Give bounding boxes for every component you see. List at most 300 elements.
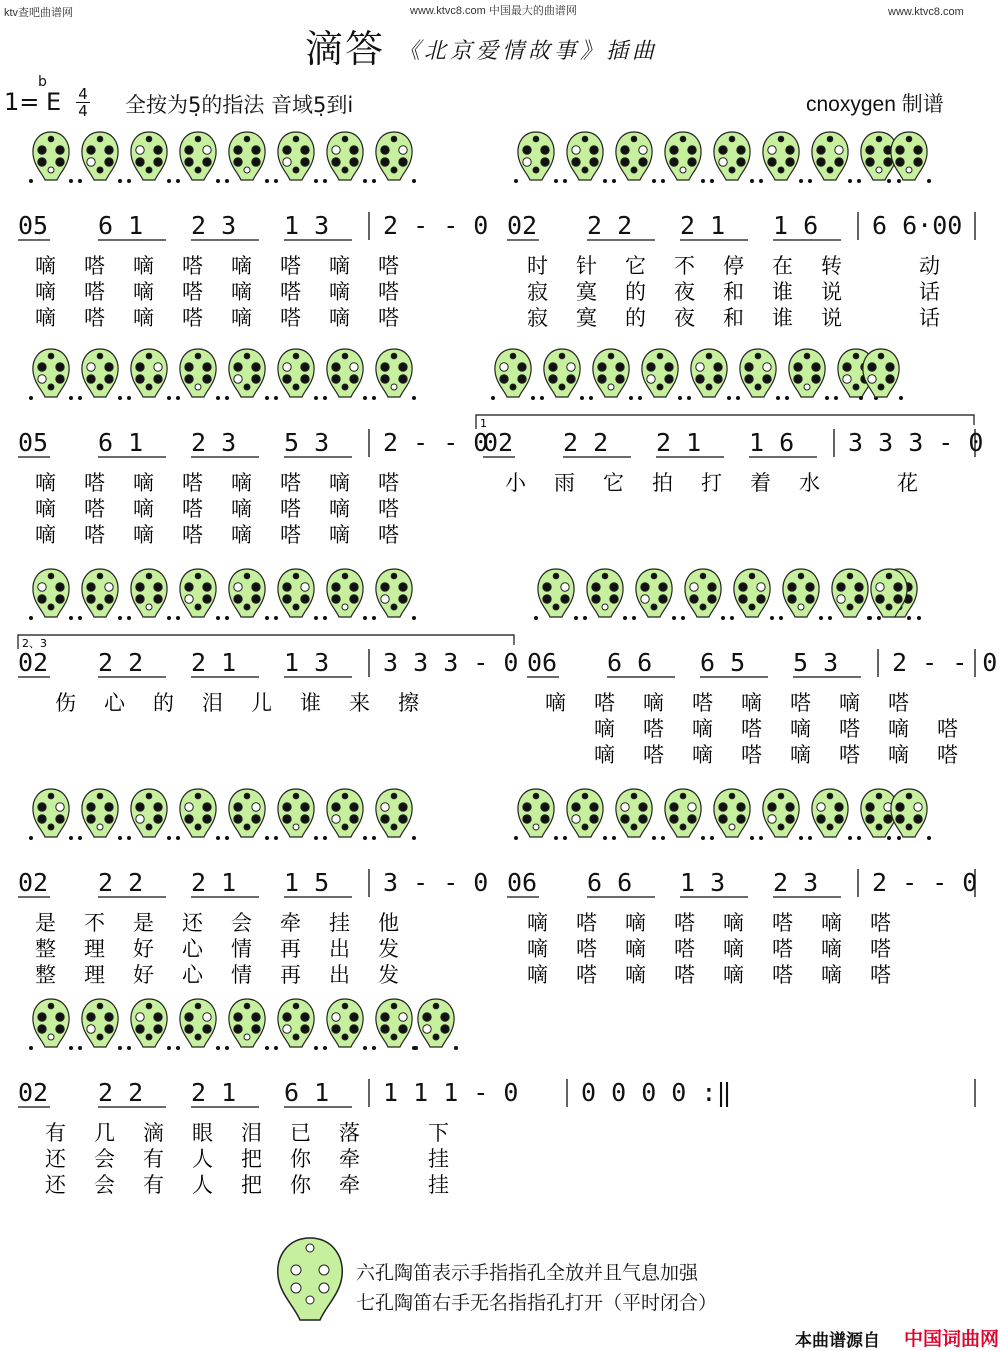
ocarina-fingering-icon bbox=[661, 789, 705, 840]
lyric-char: 儿 bbox=[251, 691, 272, 715]
lyric-char: 寞 bbox=[576, 306, 597, 330]
lyric-char: 嗒 bbox=[594, 691, 615, 715]
ocarina-fingering-icon bbox=[589, 349, 633, 400]
score-row bbox=[0, 128, 1000, 338]
ocarina-fingering-icon bbox=[612, 132, 656, 183]
note-group: 05 bbox=[18, 428, 49, 457]
lyric-char: 会 bbox=[94, 1147, 115, 1171]
lyric-char: 嗒 bbox=[741, 717, 762, 741]
ocarina-fingering-icon bbox=[176, 349, 220, 400]
ocarina-fingering-icon bbox=[414, 999, 458, 1050]
lyric-char: 牵 bbox=[339, 1173, 360, 1197]
lyric-char: 嘀 bbox=[723, 911, 744, 935]
score-row bbox=[0, 345, 1000, 555]
lyric-char: 嘀 bbox=[35, 497, 56, 521]
ocarina-fingering-icon bbox=[687, 349, 731, 400]
lyric-char: 嘀 bbox=[821, 963, 842, 987]
lyric-char: 已 bbox=[290, 1121, 311, 1145]
lyric-char: 嗒 bbox=[378, 497, 399, 521]
ocarina-fingering-icon bbox=[491, 349, 535, 400]
lyric-char: 嗒 bbox=[182, 471, 203, 495]
lyric-char: 它 bbox=[625, 254, 646, 278]
lyric-char: 嗒 bbox=[741, 743, 762, 767]
ocarina-fingering-icon bbox=[176, 999, 220, 1050]
lyric-char: 嗒 bbox=[280, 254, 301, 278]
lyric-char: 嗒 bbox=[84, 280, 105, 304]
ocarina-legend-icon bbox=[270, 1234, 350, 1324]
lyric-char: 打 bbox=[701, 471, 722, 495]
lyric-char: 他 bbox=[378, 911, 399, 935]
lyric-char: 嘀 bbox=[625, 911, 646, 935]
lyric-char: 嗒 bbox=[378, 280, 399, 304]
lyric-char: 话 bbox=[919, 306, 940, 330]
lyric-char: 嘀 bbox=[888, 743, 909, 767]
lyric-char: 嘀 bbox=[527, 937, 548, 961]
lyric-char: 心 bbox=[182, 937, 203, 961]
lyric-char: 寂 bbox=[527, 280, 548, 304]
lyric-char: 它 bbox=[603, 471, 624, 495]
key-note: E bbox=[46, 88, 62, 116]
lyric-char: 嘀 bbox=[527, 911, 548, 935]
lyric-char: 理 bbox=[84, 937, 105, 961]
ocarina-fingering-icon bbox=[127, 999, 171, 1050]
lyric-char: 出 bbox=[329, 963, 350, 987]
note-group: 6 1 bbox=[284, 1078, 330, 1107]
score-row bbox=[0, 785, 1000, 995]
lyric-char: 嘀 bbox=[133, 523, 154, 547]
note-group: 2 2 bbox=[98, 868, 144, 897]
lyric-char: 嘀 bbox=[692, 717, 713, 741]
ocarina-fingering-icon bbox=[514, 132, 558, 183]
lyric-char: 嘀 bbox=[35, 280, 56, 304]
lyric-char: 嗒 bbox=[378, 471, 399, 495]
ocarina-fingering-icon bbox=[274, 569, 318, 620]
lyric-char: 雨 bbox=[554, 471, 575, 495]
note-group: 3 3 3 - 0 bbox=[848, 428, 984, 457]
ocarina-fingering-icon bbox=[225, 569, 269, 620]
ocarina-fingering-icon bbox=[563, 789, 607, 840]
lyric-char: 把 bbox=[241, 1147, 262, 1171]
source-label: 本曲谱源自 bbox=[795, 1331, 880, 1351]
ocarina-fingering-icon bbox=[540, 349, 584, 400]
note-group: 6 1 bbox=[98, 428, 144, 457]
lyric-char: 嗒 bbox=[790, 691, 811, 715]
ocarina-fingering-icon bbox=[127, 789, 171, 840]
note-group: 2 3 bbox=[773, 868, 819, 897]
lyric-char: 嘀 bbox=[594, 743, 615, 767]
ocarina-fingering-icon bbox=[808, 132, 852, 183]
lyric-char: 发 bbox=[378, 963, 399, 987]
lyric-char: 挂 bbox=[329, 911, 350, 935]
lyric-char: 不 bbox=[674, 254, 695, 278]
lyric-char: 和 bbox=[723, 306, 744, 330]
lyric-char: 嘀 bbox=[133, 471, 154, 495]
lyric-char: 擦 bbox=[398, 691, 419, 715]
lyric-char: 来 bbox=[349, 691, 370, 715]
lyric-char: 嗒 bbox=[888, 691, 909, 715]
note-group: 2 - - 0 bbox=[892, 648, 998, 677]
note-group: 1 3 bbox=[680, 868, 726, 897]
ocarina-fingering-icon bbox=[323, 349, 367, 400]
lyric-char: 着 bbox=[750, 471, 771, 495]
lyric-char: 还 bbox=[182, 911, 203, 935]
lyric-char: 嗒 bbox=[839, 743, 860, 767]
ocarina-fingering-icon bbox=[225, 999, 269, 1050]
lyric-char: 嘀 bbox=[35, 254, 56, 278]
note-group: 5 3 bbox=[284, 428, 330, 457]
note-group: 02 bbox=[483, 428, 514, 457]
lyric-char: 牵 bbox=[280, 911, 301, 935]
lyric-char: 嗒 bbox=[674, 963, 695, 987]
lyric-char: 时 bbox=[527, 254, 548, 278]
lyric-char: 挂 bbox=[428, 1173, 449, 1197]
lyric-char: 嘀 bbox=[723, 963, 744, 987]
lyric-char: 嘀 bbox=[527, 963, 548, 987]
note-group: 3 - - 0 bbox=[383, 868, 489, 897]
lyric-char: 嗒 bbox=[576, 937, 597, 961]
note-group: 2 1 bbox=[656, 428, 702, 457]
lyric-char: 嗒 bbox=[378, 254, 399, 278]
lyric-char: 好 bbox=[133, 937, 154, 961]
lyric-char: 是 bbox=[133, 911, 154, 935]
ocarina-fingering-icon bbox=[638, 349, 682, 400]
lyric-char: 挂 bbox=[428, 1147, 449, 1171]
ocarina-fingering-icon bbox=[127, 569, 171, 620]
lyric-char: 嗒 bbox=[870, 911, 891, 935]
ocarina-fingering-icon bbox=[78, 999, 122, 1050]
note-group: 2 2 bbox=[98, 648, 144, 677]
lyric-char: 嗒 bbox=[378, 523, 399, 547]
lyric-char: 嗒 bbox=[182, 523, 203, 547]
note-group: 2 2 bbox=[563, 428, 609, 457]
lyric-char: 谁 bbox=[772, 306, 793, 330]
lyric-char: 说 bbox=[821, 306, 842, 330]
site-link-right[interactable]: www.ktvc8.com bbox=[888, 6, 964, 18]
note-group: 05 bbox=[18, 211, 49, 240]
ocarina-fingering-icon bbox=[225, 789, 269, 840]
ocarina-fingering-icon bbox=[372, 789, 416, 840]
ocarina-fingering-icon bbox=[274, 999, 318, 1050]
lyric-char: 嘀 bbox=[625, 937, 646, 961]
ocarina-fingering-icon bbox=[78, 349, 122, 400]
ocarina-fingering-icon bbox=[78, 132, 122, 183]
lyric-char: 转 bbox=[821, 254, 842, 278]
score-row bbox=[0, 995, 1000, 1205]
ocarina-fingering-icon bbox=[323, 789, 367, 840]
ocarina-fingering-icon bbox=[176, 569, 220, 620]
lyric-char: 嘀 bbox=[133, 280, 154, 304]
lyric-char: 嗒 bbox=[280, 280, 301, 304]
lyric-char: 寂 bbox=[527, 306, 548, 330]
lyric-char: 小 bbox=[505, 471, 526, 495]
lyric-char: 嘀 bbox=[594, 717, 615, 741]
arranger-credit: cnoxygen 制谱 bbox=[806, 93, 944, 116]
ocarina-fingering-icon bbox=[612, 789, 656, 840]
lyric-char: 嘀 bbox=[741, 691, 762, 715]
lyric-char: 嗒 bbox=[937, 743, 958, 767]
lyric-char: 嗒 bbox=[182, 254, 203, 278]
lyric-char: 你 bbox=[290, 1147, 311, 1171]
time-signature bbox=[76, 86, 90, 119]
note-group: 1 3 bbox=[284, 211, 330, 240]
lyric-char: 夜 bbox=[674, 280, 695, 304]
lyric-char: 的 bbox=[153, 691, 174, 715]
lyric-char: 嗒 bbox=[280, 306, 301, 330]
lyric-char: 嘀 bbox=[329, 523, 350, 547]
lyric-char: 心 bbox=[182, 963, 203, 987]
score-row bbox=[0, 565, 1000, 775]
note-group: 2 - - 0 bbox=[383, 211, 489, 240]
lyric-char: 嘀 bbox=[231, 280, 252, 304]
lyric-char: 嗒 bbox=[674, 911, 695, 935]
lyric-char: 嗒 bbox=[937, 717, 958, 741]
lyric-char: 心 bbox=[104, 691, 125, 715]
lyric-char: 有 bbox=[143, 1173, 164, 1197]
lyric-char: 还 bbox=[45, 1147, 66, 1171]
note-group: 1 1 1 - 0 bbox=[383, 1078, 519, 1107]
note-group: 6 6 bbox=[607, 648, 653, 677]
ocarina-fingering-icon bbox=[828, 569, 872, 620]
note-group: 1 5 bbox=[284, 868, 330, 897]
lyric-char: 几 bbox=[94, 1121, 115, 1145]
note-group: 02 bbox=[18, 648, 49, 677]
lyric-char: 嘀 bbox=[625, 963, 646, 987]
lyric-char: 再 bbox=[280, 937, 301, 961]
lyric-char: 会 bbox=[231, 911, 252, 935]
lyric-char: 嗒 bbox=[772, 911, 793, 935]
note-group: 06 bbox=[527, 648, 558, 677]
lyric-char: 嘀 bbox=[821, 937, 842, 961]
lyric-char: 嗒 bbox=[182, 497, 203, 521]
lyric-char: 嗒 bbox=[280, 497, 301, 521]
ocarina-fingering-icon bbox=[29, 999, 73, 1050]
ocarina-fingering-icon bbox=[372, 132, 416, 183]
ocarina-fingering-icon bbox=[225, 349, 269, 400]
lyric-char: 下 bbox=[428, 1121, 449, 1145]
note-group: 2 1 bbox=[191, 648, 237, 677]
song-subtitle: 《北京爱情故事》插曲 bbox=[398, 39, 659, 64]
lyric-char: 嘀 bbox=[133, 497, 154, 521]
lyric-char: 嗒 bbox=[576, 911, 597, 935]
lyric-char: 嗒 bbox=[576, 963, 597, 987]
lyric-char: 嘀 bbox=[329, 497, 350, 521]
ocarina-fingering-icon bbox=[785, 349, 829, 400]
legend-line-2: 七孔陶笛右手无名指指孔打开（平时闭合） bbox=[356, 1292, 718, 1314]
ocarina-fingering-icon bbox=[225, 132, 269, 183]
ocarina-fingering-icon bbox=[859, 349, 903, 400]
lyric-char: 谁 bbox=[300, 691, 321, 715]
lyric-char: 的 bbox=[625, 280, 646, 304]
lyric-char: 牵 bbox=[339, 1147, 360, 1171]
note-group: 2 3 bbox=[191, 428, 237, 457]
lyric-char: 滴 bbox=[143, 1121, 164, 1145]
site-link-left[interactable]: ktv查吧曲谱网 bbox=[4, 7, 74, 19]
ocarina-fingering-icon bbox=[29, 132, 73, 183]
lyric-char: 理 bbox=[84, 963, 105, 987]
lyric-char: 嗒 bbox=[643, 743, 664, 767]
lyric-char: 嗒 bbox=[839, 717, 860, 741]
ocarina-fingering-icon bbox=[808, 789, 852, 840]
lyric-char: 嘀 bbox=[790, 743, 811, 767]
ocarina-fingering-icon bbox=[274, 349, 318, 400]
ocarina-fingering-icon bbox=[323, 999, 367, 1050]
site-link-center[interactable]: www.ktvc8.com 中国最大的曲谱网 bbox=[410, 5, 577, 17]
lyric-char: 针 bbox=[576, 254, 597, 278]
ocarina-fingering-icon bbox=[29, 789, 73, 840]
lyric-char: 嘀 bbox=[329, 306, 350, 330]
lyric-char: 还 bbox=[45, 1173, 66, 1197]
song-title: 滴答 bbox=[305, 27, 386, 71]
note-group: 0 0 0 0 :‖ bbox=[581, 1078, 732, 1107]
lyric-char: 嘀 bbox=[545, 691, 566, 715]
source-site-link[interactable]: 中国词曲网 bbox=[904, 1328, 1000, 1350]
note-group: 1 3 bbox=[284, 648, 330, 677]
lyric-char: 嘀 bbox=[231, 306, 252, 330]
volta-number: 1 bbox=[480, 417, 487, 430]
lyric-char: 嗒 bbox=[280, 471, 301, 495]
ocarina-fingering-icon bbox=[323, 569, 367, 620]
lyric-char: 再 bbox=[280, 963, 301, 987]
lyric-char: 嘀 bbox=[35, 523, 56, 547]
lyric-char: 不 bbox=[84, 911, 105, 935]
ocarina-fingering-icon bbox=[127, 132, 171, 183]
note-group: 1 6 bbox=[773, 211, 819, 240]
ocarina-fingering-icon bbox=[514, 789, 558, 840]
lyric-char: 拍 bbox=[652, 471, 673, 495]
ocarina-fingering-icon bbox=[78, 789, 122, 840]
lyric-char: 有 bbox=[45, 1121, 66, 1145]
lyric-char: 嘀 bbox=[133, 254, 154, 278]
ocarina-fingering-icon bbox=[176, 789, 220, 840]
note-group: 2 3 bbox=[191, 211, 237, 240]
lyric-char: 整 bbox=[35, 937, 56, 961]
ocarina-fingering-icon bbox=[681, 569, 725, 620]
lyric-char: 夜 bbox=[674, 306, 695, 330]
note-group: 1 6 bbox=[749, 428, 795, 457]
lyric-char: 泪 bbox=[202, 691, 223, 715]
ocarina-fingering-icon bbox=[583, 569, 627, 620]
ocarina-fingering-icon bbox=[710, 132, 754, 183]
lyric-char: 嗒 bbox=[84, 471, 105, 495]
volta-number: 2、3 bbox=[22, 637, 47, 650]
lyric-char: 有 bbox=[143, 1147, 164, 1171]
lyric-char: 嘀 bbox=[839, 691, 860, 715]
note-group: 6 6·00 bbox=[872, 211, 963, 240]
ocarina-fingering-icon bbox=[127, 349, 171, 400]
lyric-char: 嘀 bbox=[231, 471, 252, 495]
lyric-char: 人 bbox=[192, 1173, 213, 1197]
lyric-char: 嘀 bbox=[821, 911, 842, 935]
lyric-char: 整 bbox=[35, 963, 56, 987]
note-group: 2 1 bbox=[680, 211, 726, 240]
ocarina-fingering-icon bbox=[274, 132, 318, 183]
lyric-char: 情 bbox=[231, 963, 252, 987]
time-signature-top: 4 bbox=[78, 85, 88, 103]
lyric-char: 花 bbox=[897, 471, 918, 495]
lyric-char: 水 bbox=[799, 471, 820, 495]
lyric-char: 嗒 bbox=[84, 306, 105, 330]
lyric-char: 停 bbox=[723, 254, 744, 278]
lyric-char: 嗒 bbox=[182, 280, 203, 304]
legend-line-1: 六孔陶笛表示手指指孔全放并且气息加强 bbox=[356, 1262, 699, 1284]
ocarina-fingering-icon bbox=[779, 569, 823, 620]
ocarina-fingering-icon bbox=[730, 569, 774, 620]
lyric-char: 人 bbox=[192, 1147, 213, 1171]
lyric-char: 嗒 bbox=[84, 523, 105, 547]
lyric-char: 嗒 bbox=[378, 306, 399, 330]
lyric-char: 动 bbox=[919, 254, 940, 278]
lyric-char: 嘀 bbox=[790, 717, 811, 741]
ocarina-fingering-icon bbox=[534, 569, 578, 620]
lyric-char: 把 bbox=[241, 1173, 262, 1197]
lyric-char: 嗒 bbox=[870, 937, 891, 961]
lyric-char: 嘀 bbox=[231, 254, 252, 278]
lyric-char: 嗒 bbox=[772, 937, 793, 961]
lyric-char: 你 bbox=[290, 1173, 311, 1197]
ocarina-fingering-icon bbox=[372, 349, 416, 400]
key-flat: b bbox=[38, 74, 47, 90]
lyric-char: 发 bbox=[378, 937, 399, 961]
note-group: 06 bbox=[507, 868, 538, 897]
key-prefix: 1= bbox=[4, 88, 40, 116]
ocarina-fingering-icon bbox=[759, 789, 803, 840]
lyric-char: 嘀 bbox=[329, 280, 350, 304]
lyric-char: 情 bbox=[231, 937, 252, 961]
lyric-char: 嘀 bbox=[231, 497, 252, 521]
lyric-char: 嗒 bbox=[182, 306, 203, 330]
lyric-char: 落 bbox=[339, 1121, 360, 1145]
note-group: 6 5 bbox=[700, 648, 746, 677]
ocarina-fingering-icon bbox=[736, 349, 780, 400]
ocarina-fingering-icon bbox=[176, 132, 220, 183]
note-group: 2 1 bbox=[191, 868, 237, 897]
note-group: 02 bbox=[507, 211, 538, 240]
lyric-char: 泪 bbox=[241, 1121, 262, 1145]
lyric-char: 寞 bbox=[576, 280, 597, 304]
lyric-char: 嗒 bbox=[280, 523, 301, 547]
lyric-char: 和 bbox=[723, 280, 744, 304]
note-group: 02 bbox=[18, 868, 49, 897]
lyric-char: 的 bbox=[625, 306, 646, 330]
lyric-char: 嘀 bbox=[723, 937, 744, 961]
fingering-note: 全按为5̣的指法 音域5̣到i̇ bbox=[125, 93, 354, 117]
lyric-char: 出 bbox=[329, 937, 350, 961]
lyric-char: 嗒 bbox=[692, 691, 713, 715]
lyric-char: 伤 bbox=[55, 691, 76, 715]
lyric-char: 嗒 bbox=[84, 497, 105, 521]
lyric-char: 嘀 bbox=[35, 471, 56, 495]
lyric-char: 嘀 bbox=[329, 471, 350, 495]
time-signature-bottom: 4 bbox=[76, 102, 90, 119]
ocarina-fingering-icon bbox=[372, 569, 416, 620]
note-group: 2 1 bbox=[191, 1078, 237, 1107]
lyric-char: 嗒 bbox=[643, 717, 664, 741]
lyric-char: 嘀 bbox=[692, 743, 713, 767]
ocarina-fingering-icon bbox=[887, 132, 931, 183]
lyric-char: 在 bbox=[772, 254, 793, 278]
lyric-char: 谁 bbox=[772, 280, 793, 304]
note-group: 6 1 bbox=[98, 211, 144, 240]
note-group: 5 3 bbox=[793, 648, 839, 677]
lyric-char: 嘀 bbox=[888, 717, 909, 741]
ocarina-fingering-icon bbox=[661, 132, 705, 183]
ocarina-fingering-icon bbox=[323, 132, 367, 183]
note-group: 3 3 3 - 0 bbox=[383, 648, 519, 677]
note-group: 2 2 bbox=[587, 211, 633, 240]
ocarina-fingering-icon bbox=[372, 999, 416, 1050]
ocarina-fingering-icon bbox=[563, 132, 607, 183]
lyric-char: 嘀 bbox=[231, 523, 252, 547]
